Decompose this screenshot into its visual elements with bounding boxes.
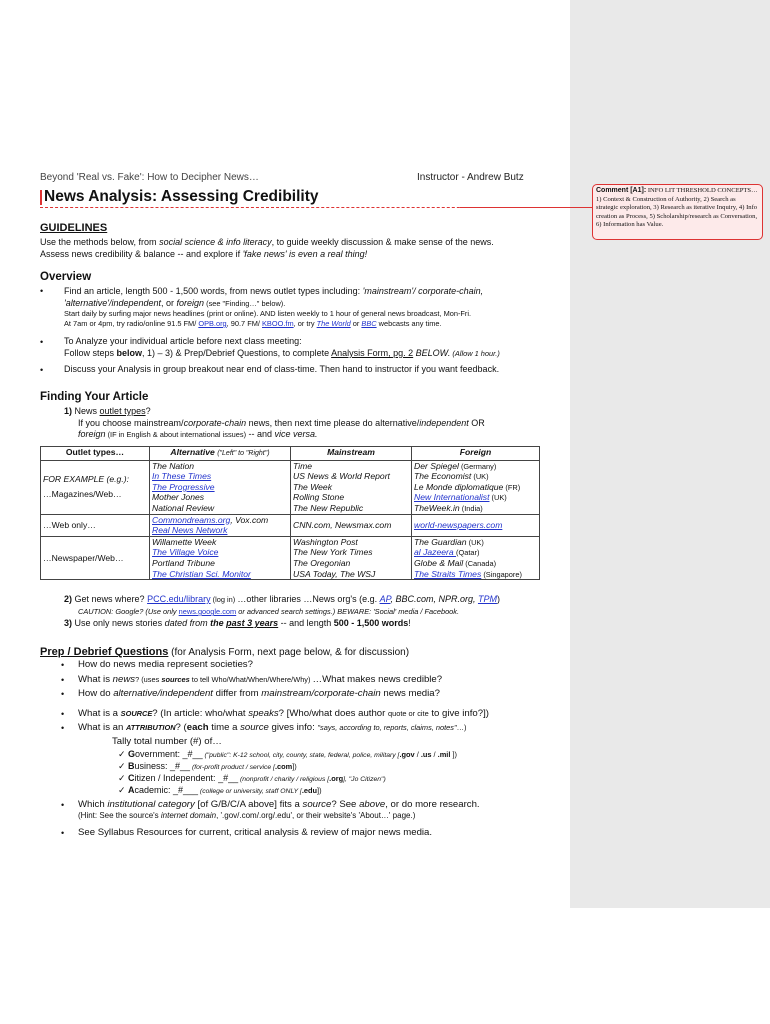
table-header-row — [41, 447, 540, 461]
overview-item-3: Discuss your Analysis in group breakout near end of class-time. Then hand to instructor if you want feedback. — [64, 364, 500, 374]
tally-business: ✓ Business: _#__ (for-profit product / service [.com]) — [118, 761, 297, 771]
overview-item-1: Find an article, length 500 - 1,500 words, from news outlet types including: 'mainstream'/ corporate-chain, — [64, 286, 484, 296]
check-icon: ✓ — [118, 785, 126, 795]
prep-question-6: Which institutional category [of G/B/C/A above] fits a source? See above, or do more research. — [78, 799, 480, 810]
bullet-icon: • — [40, 337, 44, 347]
bullet-icon: • — [61, 800, 65, 810]
row-label-web: …Web only… — [41, 514, 150, 536]
bullet-icon: • — [61, 709, 65, 719]
finding-step1: 1) News outlet types? — [64, 406, 151, 416]
alt-newspaper-cell: Willamette Week The Village Voice Portland Tribune The Christian Sci. Monitor — [150, 536, 291, 579]
the-world-link[interactable]: The World — [316, 319, 351, 328]
tally-academic: ✓ Academic: _#___ (college or university, staff ONLY [.edu]) — [118, 785, 322, 795]
tally-citizen: ✓ Citizen / Independent: _#__ (nonprofit / charity / religious [.org], "Jo Citizen") — [118, 773, 386, 783]
comment-margin-panel — [570, 0, 770, 908]
row-label-magazines: FOR EXAMPLE (e.g.): …Magazines/Web… — [41, 460, 150, 514]
bullet-icon: • — [61, 828, 65, 838]
alt-magazines-cell: The Nation In These Times The Progressive Mother Jones National Review — [150, 460, 291, 514]
finding-step2: 2) Get news where? PCC.edu/library (log in) …other libraries …News org's (e.g. AP, BBC.com, NPR.org, TPM) — [64, 594, 500, 604]
tpm-link[interactable]: TPM — [477, 594, 497, 604]
col-header-outlet-types: Outlet types… — [41, 447, 150, 461]
prep-question-6-hint: (Hint: See the source's internet domain, '.gov/.com/.org/.edu', or their website's 'About…' page.) — [78, 811, 416, 820]
finding-step2-line2: CAUTION: Google? (Use only news.google.com or advanced search settings.) BEWARE: 'Social' media / Facebook. — [78, 607, 460, 616]
document-title: News Analysis: Assessing Credibility — [44, 188, 319, 205]
alt-web-cell: Commondreams.org, Vox.com Real News Network — [150, 514, 291, 536]
table-row — [41, 514, 540, 536]
overview-item-2-line2: Follow steps below, 1) – 3) & Prep/Debrief Questions, to complete Analysis Form, pg. 2 BELOW. (Allow 1 hour.) — [64, 348, 500, 358]
finding-step3: 3) Use only news stories dated from the past 3 years -- and length 500 - 1,500 words! — [64, 618, 411, 628]
bullet-icon: • — [40, 365, 44, 375]
finding-heading: Finding Your Article — [40, 391, 149, 403]
overview-heading: Overview — [40, 271, 92, 283]
prep-heading-row: Prep / Debrief Questions (for Analysis Form, next page below, & for discussion) — [40, 646, 410, 658]
bullet-icon: • — [61, 723, 65, 733]
header-instructor: Instructor - Andrew Butz — [417, 172, 524, 183]
main-web-cell: CNN.com, Newsmax.com — [291, 514, 412, 536]
kboo-link[interactable]: KBOO.fm — [262, 319, 294, 328]
bullet-icon: • — [61, 689, 65, 699]
google-news-link[interactable]: news.google.com — [178, 607, 237, 616]
bullet-icon: • — [61, 660, 65, 670]
in-these-times-link[interactable]: In These Times — [152, 471, 212, 482]
foreign-magazines-cell: Der Spiegel (Germany) The Economist (UK) Le Monde diplomatique (FR) New Internationalist (UK) TheWeek.in (India) — [412, 460, 540, 514]
page-header — [40, 172, 540, 183]
real-news-network-link[interactable]: Real News Network — [152, 525, 228, 536]
prep-question-7: See Syllabus Resources for current, critical analysis & review of major news media. — [78, 827, 433, 838]
al-jazeera-link[interactable]: al Jazeera — [414, 547, 457, 558]
prep-question-2: What is news? (uses sources to tell Who/What/When/Where/Why) …What makes news credible? — [78, 674, 443, 685]
guidelines-heading: GUIDELINES — [40, 222, 108, 234]
straits-times-link[interactable]: The Straits Times — [414, 568, 482, 579]
guidelines-line1: Use the methods below, from social science & info literacy, to guide weekly discussion & make sense of the news. — [40, 237, 494, 247]
overview-item-2: To Analyze your individual article before next class meeting: — [64, 336, 302, 346]
check-icon: ✓ — [118, 749, 126, 759]
row-label-newspaper: …Newspaper/Web… — [41, 536, 150, 579]
bullet-icon: • — [61, 675, 65, 685]
prep-heading: Prep / Debrief Questions — [40, 646, 169, 658]
commondreams-link[interactable]: Commondreams.org — [152, 514, 231, 525]
table-row — [41, 460, 540, 514]
col-header-mainstream: Mainstream — [291, 447, 412, 461]
comment-anchor-line — [40, 207, 500, 209]
new-internationalist-link[interactable]: New Internationalist — [414, 492, 490, 503]
comment-balloon[interactable] — [592, 184, 763, 240]
prep-question-4: What is a SOURCE? (In article: who/what speaks? [Who/what does author quote or cite to give info?]) — [78, 708, 489, 719]
col-header-foreign: Foreign — [412, 447, 540, 461]
guidelines-line2: Assess news credibility & balance -- and explore if 'fake news' is even a real thing! — [40, 249, 368, 259]
overview-item-1-line2: 'alternative'/independent, or foreign (see "Finding…" below). — [64, 298, 286, 308]
overview-item-1-line3: Start daily by surfing major news headlines (print or online). AND listen weekly to 1 hour of general news broadcast, Mon-Fri. — [64, 309, 472, 318]
check-icon: ✓ — [118, 773, 126, 783]
finding-step1-line2: If you choose mainstream/corporate-chain news, then next time please do alternative/independent OR — [78, 418, 485, 428]
prep-question-1: How do news media represent societies? — [78, 659, 253, 670]
bbc-link[interactable]: BBC — [361, 319, 377, 328]
ap-link[interactable]: AP — [379, 594, 391, 604]
comment-text: INFO LIT THRESHOLD CONCEPTS… 1) Context & Construction of Authority, 2) Search as strategic exploration, 3) Research as iterative Inquiry, 4) Info creation as Process, 5) Scholarship/research as Conversation, 6) Information has Value. — [596, 187, 758, 229]
foreign-newspaper-cell: The Guardian (UK) al Jazeera (Qatar) Globe & Mail (Canada) The Straits Times (Singapore) — [412, 536, 540, 579]
table-row — [41, 536, 540, 579]
finding-step1-line3: foreign (IF in English & about international issues) -- and vice versa. — [78, 429, 318, 439]
village-voice-link[interactable]: The Village Voice — [152, 547, 219, 558]
comment-anchor-mark — [40, 190, 42, 205]
the-progressive-link[interactable]: The Progressive — [152, 481, 215, 492]
tally-instruction: Tally total number (#) of… — [112, 736, 222, 747]
main-newspaper-cell: Washington Post The New York Times The Oregonian USA Today, The WSJ — [291, 536, 412, 579]
outlet-types-table — [40, 446, 540, 580]
christian-sci-monitor-link[interactable]: The Christian Sci. Monitor — [152, 568, 251, 579]
col-header-alternative: Alternative ("Left" to "Right") — [150, 447, 291, 461]
world-newspapers-link[interactable]: world-newspapers.com — [412, 514, 540, 536]
comment-label: Comment [A1]: — [596, 187, 647, 194]
opb-link[interactable]: OPB.org — [198, 319, 227, 328]
overview-item-1-line4: At 7am or 4pm, try radio/online 91.5 FM/ OPB.org, 90.7 FM/ KBOO.fm, or try The World or BBC webcasts any time. — [64, 319, 442, 328]
prep-question-5: What is an ATTRIBUTION? (each time a source gives info: "says, according to, reports, claims, notes"…) — [78, 722, 467, 733]
pcc-library-link[interactable]: PCC.edu/library — [147, 594, 211, 604]
check-icon: ✓ — [118, 761, 126, 771]
bullet-icon: • — [40, 286, 44, 296]
header-course-title: Beyond 'Real vs. Fake': How to Decipher News… — [40, 172, 259, 183]
tally-government: ✓ Government: _#__ ("public": K-12 school, city, county, state, federal, police, military [.gov / .us / .mil ]) — [118, 749, 457, 759]
prep-question-3: How do alternative/independent differ from mainstream/corporate-chain news media? — [78, 688, 440, 699]
main-magazines-cell: Time US News & World Report The Week Rolling Stone The New Republic — [291, 460, 412, 514]
